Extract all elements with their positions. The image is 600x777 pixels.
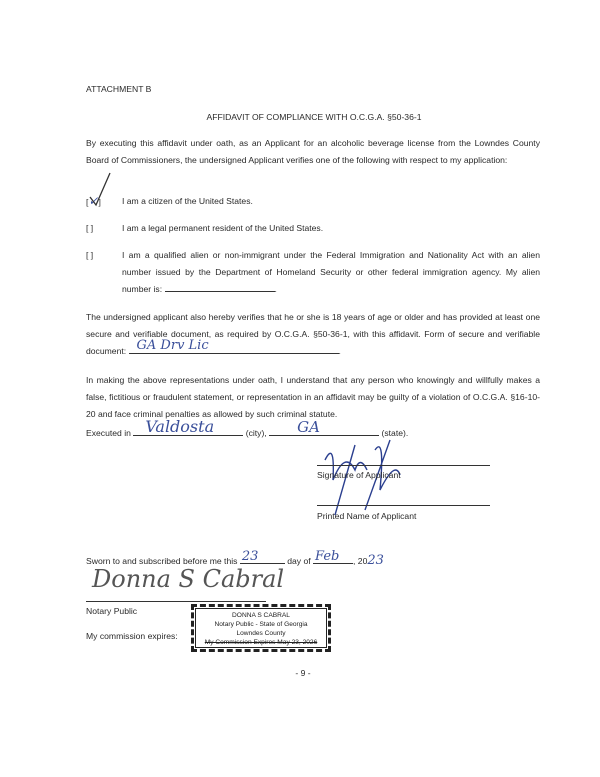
notary-stamp: DONNA S CABRAL Notary Public - State of Georgia Lowndes County My Commission Expires May 23, 2026 <box>191 604 331 652</box>
year-field: 23 <box>367 553 384 568</box>
printed-name-line <box>317 505 490 506</box>
checkmark-icon <box>88 171 112 209</box>
document-title: AFFIDAVIT OF COMPLIANCE WITH O.C.G.A. §50-36-1 <box>206 112 422 122</box>
state-field: GA <box>269 425 379 436</box>
document-page: ATTACHMENT B AFFIDAVIT OF COMPLIANCE WITH O.C.G.A. §50-36-1 By executing this affidavit under oath, as an Applicant for an alcoholic beverage license from the Lowndes County Board of Commissioners, the undersigned Applicant verifies one of the following with respect to my application: [✓] I am a citizen of the United States. [ ] I am a legal permanent resident of the United States. [ ] I am a qualified alien or non-immigrant under the Federal Immigration and Nationality Act with an alien number issued by the Department of Homeland Security or other federal immigration agency. My alien number is: . The undersigned applicant also hereby verifies that he or she is 18 years of age or older and has provided at least one secure and verifiable document, as required by O.C.G.A. §50-36-1, with this affidavit. Form of secure and verifiable document: GA Drv Lic . In making the above representations under oath, I understand that any person who knowingly and willfully makes a false, fictitious or fraudulent statement, or representation in an affidavit may be guilty of a violation of O.C.G.A. §16-10-20 and face criminal penalties as allowed by such criminal statute. Executed in Valdosta (city), GA (state). Signature of Applicant Printed Name of Applicant Sworn to and subscribed before me this 23 day of Feb , 2023 Donna S Cabral Notary Public My commission expires: DONNA S CABRAL Notary Public - State of Georgia Lowndes County My Commission Expires May 23, 2026 - 9 - <box>0 0 600 777</box>
intro-paragraph: By executing this affidavit under oath, as an Applicant for an alcoholic beverage license from the Lowndes County Board of Commissioners, the undersigned Applicant verifies one of the following with respect to my application: <box>86 138 540 165</box>
sworn-line: Sworn to and subscribed before me this 23 day of Feb , 2023 <box>86 549 384 568</box>
notary-signature: Donna S Cabral <box>92 565 285 593</box>
printed-name-label: Printed Name of Applicant <box>317 511 417 521</box>
signature-line <box>317 465 490 466</box>
commission-expires-label: My commission expires: <box>86 631 178 641</box>
verify-paragraph: The undersigned applicant also hereby verifies that he or she is 18 years of age or older and has provided at least one secure and verifiable document, as required by O.C.G.A. §50-36-1, with this affidavit. Form of secure and verifiable document: GA Drv Lic . <box>86 312 540 356</box>
month-field: Feb <box>313 553 353 564</box>
day-field: 23 <box>240 553 285 564</box>
page-number: - 9 - <box>295 668 311 678</box>
checkbox: [ ] <box>86 250 94 260</box>
alien-number-field <box>165 281 275 292</box>
oath-paragraph: In making the above representations under oath, I understand that any person who knowingly and willfully makes a false, fictitious or fraudulent statement, or representation in an affidavit may be guilty of a violation of O.C.G.A. §16-10-20 and face criminal penalties as allowed by such criminal statute. <box>86 375 540 419</box>
executed-line: Executed in Valdosta (city), GA (state). <box>86 417 409 438</box>
document-type-field: GA Drv Lic <box>129 343 339 354</box>
checkbox-checked: [✓] <box>86 194 101 208</box>
signature-label: Signature of Applicant <box>317 470 401 480</box>
attachment-label: ATTACHMENT B <box>86 84 152 94</box>
notary-signature-line <box>86 601 266 602</box>
notary-public-label: Notary Public <box>86 606 138 616</box>
checkbox: [ ] <box>86 223 94 233</box>
city-field: Valdosta <box>133 425 243 436</box>
